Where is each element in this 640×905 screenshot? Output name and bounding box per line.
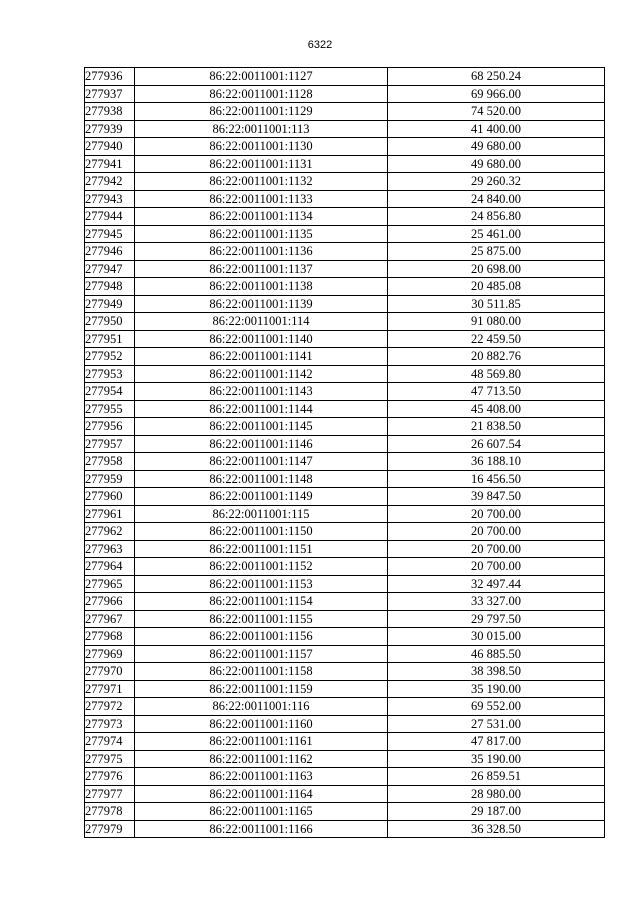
cadastral-value-cell: 20 485.08 (388, 278, 605, 296)
cadastral-number-cell: 86:22:0011001:1153 (135, 575, 388, 593)
cadastral-value-cell: 36 188.10 (388, 453, 605, 471)
row-number-cell: 277942 (85, 173, 135, 191)
cadastral-number-cell: 86:22:0011001:1149 (135, 488, 388, 506)
table-row (85, 85, 605, 103)
row-number-cell: 277936 (85, 68, 135, 86)
table-row (85, 470, 605, 488)
cadastral-value-cell: 47 713.50 (388, 383, 605, 401)
cadastral-value-cell: 21 838.50 (388, 418, 605, 436)
table-row (85, 698, 605, 716)
cadastral-value-cell: 24 856.80 (388, 208, 605, 226)
row-number-cell: 277972 (85, 698, 135, 716)
row-number-cell: 277968 (85, 628, 135, 646)
table-row (85, 785, 605, 803)
table-row (85, 523, 605, 541)
cadastral-number-cell: 86:22:0011001:1141 (135, 348, 388, 366)
table-row (85, 330, 605, 348)
cadastral-value-cell: 25 875.00 (388, 243, 605, 261)
table-row (85, 400, 605, 418)
row-number-cell: 277956 (85, 418, 135, 436)
row-number-cell: 277947 (85, 260, 135, 278)
cadastral-value-table (84, 67, 605, 838)
table-row (85, 418, 605, 436)
table-row (85, 435, 605, 453)
row-number-cell: 277961 (85, 505, 135, 523)
cadastral-value-cell: 20 700.00 (388, 523, 605, 541)
cadastral-number-cell: 86:22:0011001:1148 (135, 470, 388, 488)
row-number-cell: 277938 (85, 103, 135, 121)
cadastral-number-cell: 86:22:0011001:115 (135, 505, 388, 523)
table-row (85, 295, 605, 313)
cadastral-value-cell: 20 698.00 (388, 260, 605, 278)
cadastral-number-cell: 86:22:0011001:1128 (135, 85, 388, 103)
row-number-cell: 277946 (85, 243, 135, 261)
cadastral-value-cell: 27 531.00 (388, 715, 605, 733)
cadastral-number-cell: 86:22:0011001:1144 (135, 400, 388, 418)
cadastral-value-cell: 74 520.00 (388, 103, 605, 121)
table-row (85, 190, 605, 208)
table-row (85, 120, 605, 138)
row-number-cell: 277945 (85, 225, 135, 243)
table-row (85, 243, 605, 261)
table-row (85, 155, 605, 173)
cadastral-number-cell: 86:22:0011001:1129 (135, 103, 388, 121)
row-number-cell: 277949 (85, 295, 135, 313)
row-number-cell: 277950 (85, 313, 135, 331)
cadastral-value-cell: 48 569.80 (388, 365, 605, 383)
cadastral-value-cell: 20 700.00 (388, 505, 605, 523)
row-number-cell: 277944 (85, 208, 135, 226)
cadastral-value-cell: 91 080.00 (388, 313, 605, 331)
row-number-cell: 277979 (85, 820, 135, 838)
cadastral-number-cell: 86:22:0011001:1155 (135, 610, 388, 628)
row-number-cell: 277959 (85, 470, 135, 488)
cadastral-value-cell: 29 260.32 (388, 173, 605, 191)
table-row (85, 208, 605, 226)
cadastral-number-cell: 86:22:0011001:1152 (135, 558, 388, 576)
cadastral-value-cell: 25 461.00 (388, 225, 605, 243)
table-row (85, 575, 605, 593)
cadastral-number-cell: 86:22:0011001:1156 (135, 628, 388, 646)
cadastral-value-cell: 47 817.00 (388, 733, 605, 751)
row-number-cell: 277967 (85, 610, 135, 628)
table-row (85, 715, 605, 733)
cadastral-number-cell: 86:22:0011001:1160 (135, 715, 388, 733)
cadastral-value-cell: 26 859.51 (388, 768, 605, 786)
row-number-cell: 277974 (85, 733, 135, 751)
cadastral-value-cell: 69 552.00 (388, 698, 605, 716)
cadastral-number-cell: 86:22:0011001:1164 (135, 785, 388, 803)
row-number-cell: 277965 (85, 575, 135, 593)
table-row (85, 768, 605, 786)
row-number-cell: 277973 (85, 715, 135, 733)
cadastral-number-cell: 86:22:0011001:1150 (135, 523, 388, 541)
cadastral-number-cell: 86:22:0011001:1140 (135, 330, 388, 348)
cadastral-number-cell: 86:22:0011001:1147 (135, 453, 388, 471)
table-row (85, 680, 605, 698)
row-number-cell: 277977 (85, 785, 135, 803)
cadastral-value-cell: 29 187.00 (388, 803, 605, 821)
cadastral-number-cell: 86:22:0011001:1138 (135, 278, 388, 296)
table-row (85, 348, 605, 366)
row-number-cell: 277952 (85, 348, 135, 366)
cadastral-value-cell: 45 408.00 (388, 400, 605, 418)
cadastral-value-cell: 35 190.00 (388, 680, 605, 698)
cadastral-value-cell: 22 459.50 (388, 330, 605, 348)
row-number-cell: 277966 (85, 593, 135, 611)
cadastral-value-cell: 39 847.50 (388, 488, 605, 506)
row-number-cell: 277939 (85, 120, 135, 138)
cadastral-number-cell: 86:22:0011001:114 (135, 313, 388, 331)
cadastral-number-cell: 86:22:0011001:1135 (135, 225, 388, 243)
table-row (85, 453, 605, 471)
cadastral-value-cell: 20 700.00 (388, 540, 605, 558)
cadastral-number-cell: 86:22:0011001:1131 (135, 155, 388, 173)
row-number-cell: 277970 (85, 663, 135, 681)
cadastral-number-cell: 86:22:0011001:1146 (135, 435, 388, 453)
row-number-cell: 277941 (85, 155, 135, 173)
cadastral-number-cell: 86:22:0011001:1133 (135, 190, 388, 208)
row-number-cell: 277943 (85, 190, 135, 208)
cadastral-value-cell: 26 607.54 (388, 435, 605, 453)
cadastral-number-cell: 86:22:0011001:1143 (135, 383, 388, 401)
table-row (85, 138, 605, 156)
cadastral-value-cell: 16 456.50 (388, 470, 605, 488)
cadastral-number-cell: 86:22:0011001:1157 (135, 645, 388, 663)
cadastral-number-cell: 86:22:0011001:1130 (135, 138, 388, 156)
page-number: 6322 (307, 39, 333, 51)
cadastral-value-cell: 49 680.00 (388, 138, 605, 156)
table-row (85, 663, 605, 681)
table-row (85, 173, 605, 191)
cadastral-number-cell: 86:22:0011001:113 (135, 120, 388, 138)
cadastral-value-cell: 68 250.24 (388, 68, 605, 86)
cadastral-value-cell: 38 398.50 (388, 663, 605, 681)
table-row (85, 645, 605, 663)
cadastral-value-cell: 32 497.44 (388, 575, 605, 593)
cadastral-value-cell: 20 700.00 (388, 558, 605, 576)
table-row (85, 593, 605, 611)
table-row (85, 383, 605, 401)
row-number-cell: 277962 (85, 523, 135, 541)
row-number-cell: 277963 (85, 540, 135, 558)
cadastral-value-cell: 69 966.00 (388, 85, 605, 103)
cadastral-value-cell: 29 797.50 (388, 610, 605, 628)
table-row (85, 365, 605, 383)
row-number-cell: 277948 (85, 278, 135, 296)
table-row (85, 225, 605, 243)
cadastral-number-cell: 86:22:0011001:1162 (135, 750, 388, 768)
table-row (85, 803, 605, 821)
cadastral-number-cell: 86:22:0011001:1134 (135, 208, 388, 226)
cadastral-value-cell: 30 511.85 (388, 295, 605, 313)
cadastral-value-cell: 24 840.00 (388, 190, 605, 208)
row-number-cell: 277953 (85, 365, 135, 383)
row-number-cell: 277969 (85, 645, 135, 663)
row-number-cell: 277957 (85, 435, 135, 453)
cadastral-number-cell: 86:22:0011001:1163 (135, 768, 388, 786)
table-row (85, 260, 605, 278)
cadastral-value-cell: 28 980.00 (388, 785, 605, 803)
cadastral-number-cell: 86:22:0011001:1137 (135, 260, 388, 278)
cadastral-number-cell: 86:22:0011001:1154 (135, 593, 388, 611)
cadastral-number-cell: 86:22:0011001:116 (135, 698, 388, 716)
cadastral-number-cell: 86:22:0011001:1161 (135, 733, 388, 751)
cadastral-value-cell: 46 885.50 (388, 645, 605, 663)
row-number-cell: 277937 (85, 85, 135, 103)
row-number-cell: 277971 (85, 680, 135, 698)
row-number-cell: 277958 (85, 453, 135, 471)
row-number-cell: 277954 (85, 383, 135, 401)
cadastral-number-cell: 86:22:0011001:1127 (135, 68, 388, 86)
table-row (85, 733, 605, 751)
table-body (85, 68, 605, 838)
table-row (85, 750, 605, 768)
cadastral-value-cell: 35 190.00 (388, 750, 605, 768)
cadastral-number-cell: 86:22:0011001:1159 (135, 680, 388, 698)
row-number-cell: 277951 (85, 330, 135, 348)
table-row (85, 820, 605, 838)
table-row (85, 278, 605, 296)
cadastral-number-cell: 86:22:0011001:1151 (135, 540, 388, 558)
cadastral-value-cell: 36 328.50 (388, 820, 605, 838)
table-row (85, 540, 605, 558)
table-row (85, 313, 605, 331)
cadastral-number-cell: 86:22:0011001:1165 (135, 803, 388, 821)
cadastral-number-cell: 86:22:0011001:1145 (135, 418, 388, 436)
row-number-cell: 277976 (85, 768, 135, 786)
table-row (85, 505, 605, 523)
cadastral-number-cell: 86:22:0011001:1158 (135, 663, 388, 681)
cadastral-value-cell: 49 680.00 (388, 155, 605, 173)
row-number-cell: 277955 (85, 400, 135, 418)
row-number-cell: 277978 (85, 803, 135, 821)
table-row (85, 610, 605, 628)
cadastral-number-cell: 86:22:0011001:1136 (135, 243, 388, 261)
row-number-cell: 277975 (85, 750, 135, 768)
table-row (85, 68, 605, 86)
cadastral-number-cell: 86:22:0011001:1132 (135, 173, 388, 191)
table-row (85, 558, 605, 576)
table-row (85, 488, 605, 506)
cadastral-value-cell: 30 015.00 (388, 628, 605, 646)
cadastral-value-cell: 33 327.00 (388, 593, 605, 611)
cadastral-number-cell: 86:22:0011001:1139 (135, 295, 388, 313)
cadastral-value-cell: 20 882.76 (388, 348, 605, 366)
cadastral-number-cell: 86:22:0011001:1142 (135, 365, 388, 383)
cadastral-value-cell: 41 400.00 (388, 120, 605, 138)
cadastral-number-cell: 86:22:0011001:1166 (135, 820, 388, 838)
row-number-cell: 277960 (85, 488, 135, 506)
row-number-cell: 277940 (85, 138, 135, 156)
table-row (85, 628, 605, 646)
table-row (85, 103, 605, 121)
row-number-cell: 277964 (85, 558, 135, 576)
